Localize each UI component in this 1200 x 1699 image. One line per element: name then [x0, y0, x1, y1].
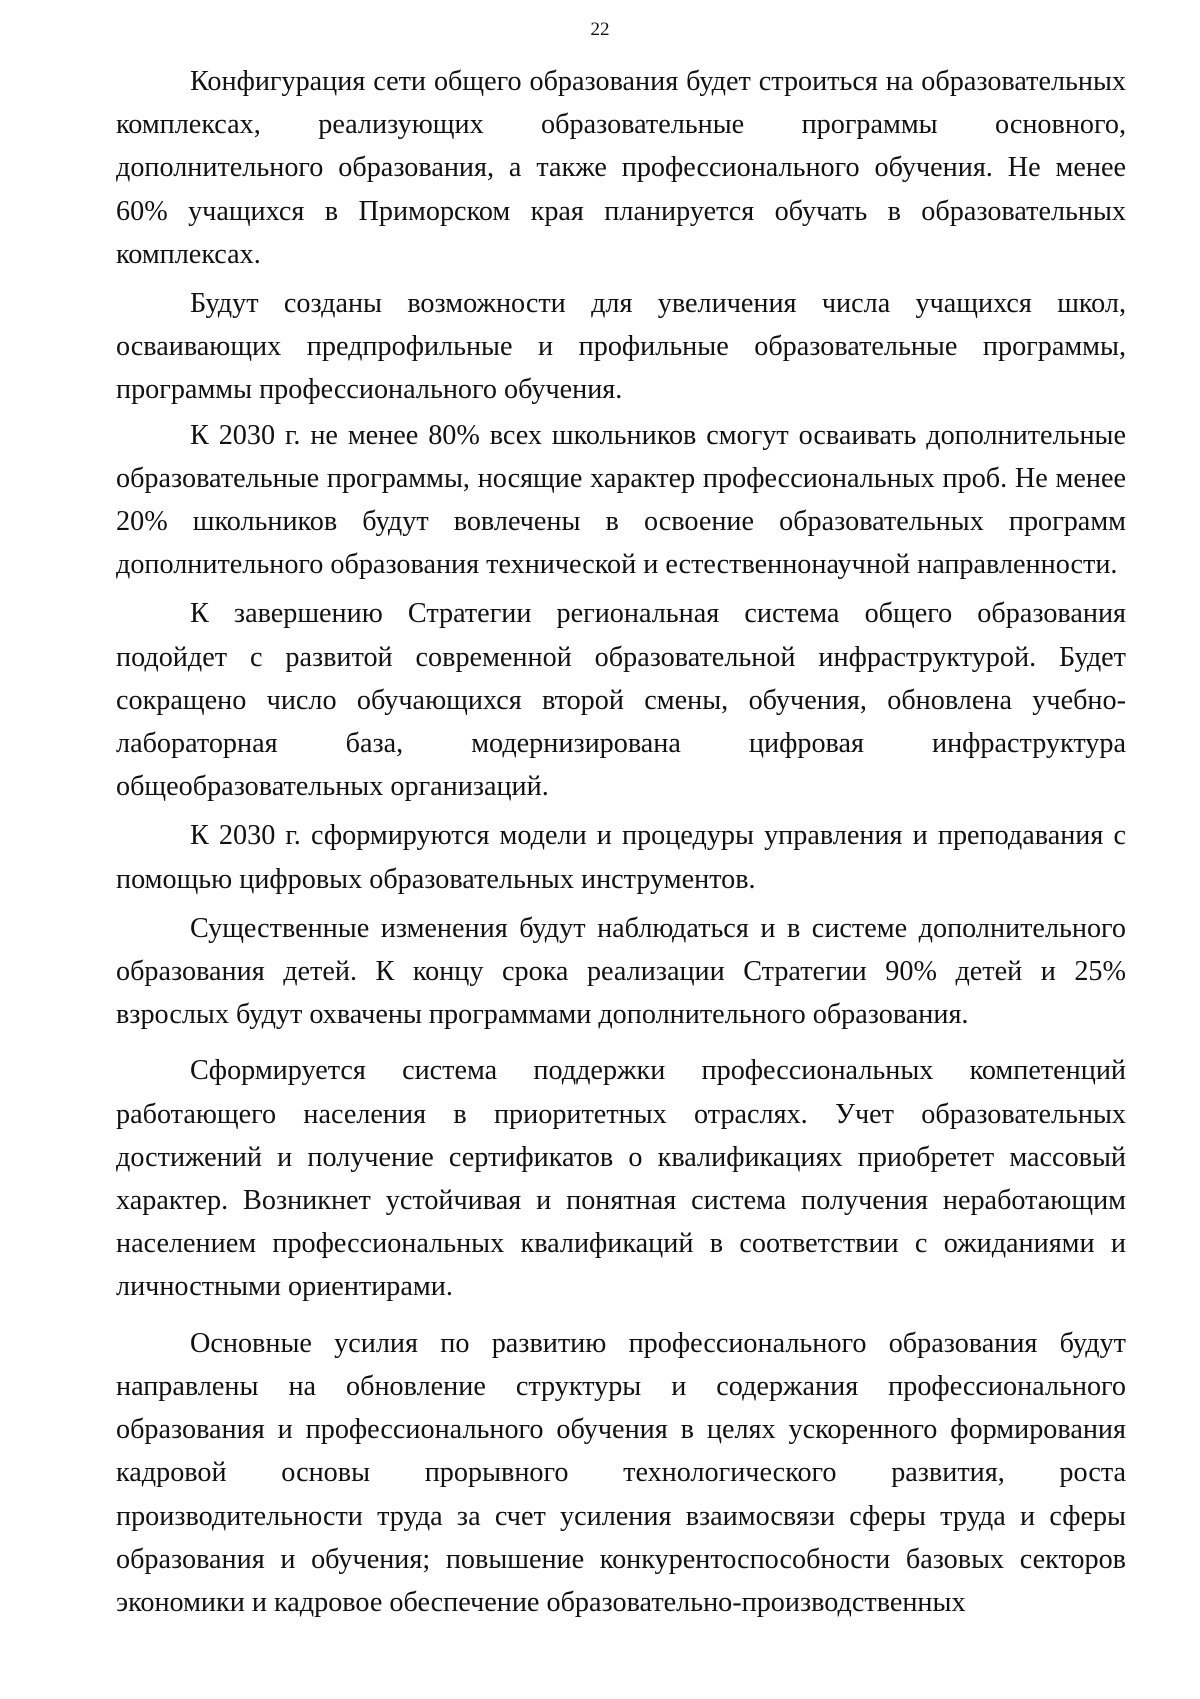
- paragraph-digital-tools: К 2030 г. сформируются модели и процедуры управления и преподавания с помощью цифровых образовательных инструментов.: [116, 820, 1126, 895]
- paragraph-infrastructure: К завершению Стратегии региональная система общего образования подойдет с развитой современной образовательной инфраструктурой. Будет сокращено число обучающихся второй смены, обучения, обновлена учебно-лабораторная база, модернизирована цифровая инфраструктура общеобразовательных организаций.: [116, 598, 1126, 803]
- paragraph-profile-programs: Будут созданы возможности для увеличения числа учащихся школ, осваивающих предпрофильные и профильные образовательные программы, программы профессионального обучения.: [116, 288, 1126, 406]
- paragraph-2030-additional-programs: К 2030 г. не менее 80% всех школьников смогут осваивать дополнительные образовательные программы, носящие характер профессиональных проб. Не менее 20% школьников будут вовлечены в освоение образовательных программ дополнительного образования технической и естественнонаучной направленности.: [116, 419, 1126, 581]
- document-body: [116, 60, 1126, 1624]
- paragraph-network-configuration: Конфигурация сети общего образования будет строиться на образовательных комплексах, реализующих образовательные программы основного, дополнительного образования, а также профессионального обучения. Не менее 60% учащихся в Приморском края планируется обучать в образовательных комплексах.: [116, 66, 1126, 270]
- paragraph-additional-education: Существенные изменения будут наблюдаться и в системе дополнительного образования детей. К концу срока реализации Стратегии 90% детей и 25% взрослых будут охвачены программами дополнительного образования.: [116, 912, 1126, 1031]
- page-number: 22: [590, 19, 610, 40]
- paragraph-professional-education: Основные усилия по развитию профессионального образования будут направлены на обновление структуры и содержания профессионального образования и профессионального обучения в целях ускоренного формирования кадровой основы прорывного технологического развития, роста производительности труда за счет усиления взаимосвязи сферы труда и сферы образования и обучения; повышение конкурентоспособности базовых секторов экономики и кадровое обеспечение образовательно-производственных: [116, 1327, 1126, 1618]
- paragraph-competency-support: Сформируется система поддержки профессиональных компетенций работающего населения в приоритетных отраслях. Учет образовательных достижений и получение сертификатов о квалификациях приобретет массовый характер. Возникнет устойчивая и понятная система получения неработающим населением профессиональных квалификаций в соответствии с ожиданиями и личностными ориентирами.: [116, 1055, 1126, 1303]
